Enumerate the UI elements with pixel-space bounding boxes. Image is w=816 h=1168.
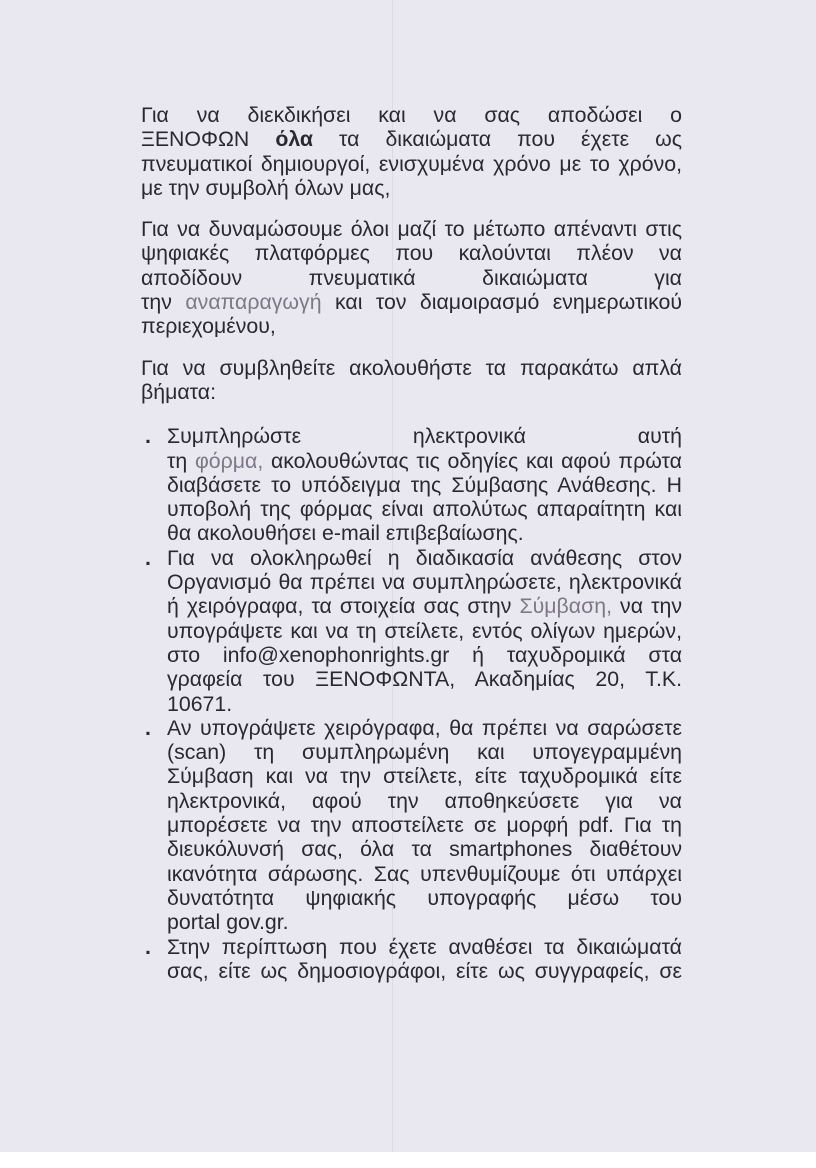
text-line: πνευματικοί δημιουργοί, ενισχυμένα χρόνο με το χρόνο, [141, 151, 682, 176]
text-line: θα ακολουθήσει e-mail επιβεβαίωσης. [167, 521, 524, 546]
text-line: υπογράψετε και να τη στείλετε, εντός ολίγων ημερών, [167, 618, 682, 643]
intro-paragraph-1 [141, 103, 682, 200]
text-line: Για να διεκδικήσει και να σας αποδώσει ο [141, 103, 682, 127]
text-line: διαβάσετε το υπόδειγμα της Σύμβασης Ανάθεσης. Η [167, 472, 682, 497]
emphasis-bold: όλα [275, 127, 313, 152]
text-line: ψηφιακές πλατφόρμες που καλούνται πλέον να [141, 241, 682, 266]
step-item-scan-sign [141, 716, 682, 935]
text-line: Σύμβαση και να την στείλετε, είτε ταχυδρομικά είτε [167, 764, 682, 789]
text-span: και τον διαμοιρασμό ενημερωτικού [321, 290, 682, 315]
step-item-fill-form [141, 424, 682, 545]
form-link[interactable]: φόρμα, [194, 448, 264, 473]
text-span: ή χειρόγραφα, τα στοιχεία σας στην [167, 594, 520, 619]
text-line: με την συμβολή όλων μας, [141, 175, 391, 200]
text-line: διευκόλυνσή σας, όλα τα smartphones διαθέτουν [167, 837, 682, 862]
text-span: την [141, 290, 186, 315]
text-line: ικανότητα σάρωσης. Σας υπενθυμίζουμε ότι υπάρχει [167, 861, 682, 886]
text-line: υποβολή της φόρμας είναι απολύτως απαραίτητη και [167, 497, 682, 522]
text-line: (scan) τη συμπληρωμένη και υπογεγραμμένη [167, 740, 682, 765]
text-line: Στην περίπτωση που έχετε αναθέσει τα δικαιώματά [167, 934, 682, 959]
text-line [141, 290, 682, 314]
text-span: να την [612, 594, 682, 619]
text-line: σας, είτε ως δημοσιογράφοι, είτε ως συγγραφείς, σε [167, 958, 682, 983]
text-line: ηλεκτρονικά, αφού την αποθηκεύσετε για να [167, 788, 682, 813]
text-line: Για να δυναμώσουμε όλοι μαζί το μέτωπο απέναντι στις [141, 217, 682, 242]
text-line: Για να ολοκληρωθεί η διαδικασία ανάθεσης στον [167, 545, 682, 570]
steps-list [141, 424, 682, 983]
text-line: αποδίδουν πνευματικά δικαιώματα για [141, 265, 682, 290]
text-line [167, 594, 682, 618]
text-span: ακολουθώντας τις οδηγίες και αφού πρώτα [263, 448, 682, 473]
text-line [167, 449, 682, 473]
step-item-prior-assignment [141, 935, 682, 984]
text-line: Αν υπογράψετε χειρόγραφα, θα πρέπει να σαρώσετε [167, 715, 682, 740]
bullet-icon: . [145, 424, 151, 449]
text-line: γραφεία του ΞΕΝΟΦΩΝΤΑ, Ακαδημίας 20, Τ.Κ. [167, 667, 682, 692]
text-line: βήματα: [141, 379, 217, 404]
text-line: portal gov.gr. [167, 910, 289, 935]
bullet-icon: . [145, 934, 151, 959]
text-line: μπορέσετε να την αποστείλετε σε μορφή pdf. Για τη [167, 813, 682, 838]
step-item-complete-contract [141, 546, 682, 716]
text-line: Συμπληρώστε ηλεκτρονικά αυτή [167, 424, 682, 449]
text-line: περιεχομένου, [141, 314, 276, 339]
text-line: Για να συμβληθείτε ακολουθήστε τα παρακάτω απλά [141, 355, 682, 380]
bullet-icon: . [145, 545, 151, 570]
reproduction-link[interactable]: αναπαραγωγή [185, 290, 322, 315]
text-span: τα δικαιώματα που έχετε ως [313, 127, 683, 152]
contract-link[interactable]: Σύμβαση, [519, 594, 612, 619]
text-span: ΞΕΝΟΦΩΝ [141, 127, 276, 152]
steps-intro-paragraph [141, 356, 682, 405]
text-line: δυνατότητα ψηφιακής υπογραφής μέσω του [167, 885, 682, 910]
text-line: στο info@xenophonrights.gr ή ταχυδρομικά στα [167, 642, 682, 667]
text-line [141, 127, 682, 151]
intro-paragraph-2 [141, 217, 682, 338]
text-line: Οργανισμό θα πρέπει να συμπληρώσετε, ηλεκτρονικά [167, 570, 682, 595]
bullet-icon: . [145, 715, 151, 740]
document-body [141, 103, 682, 983]
text-line: 10671. [167, 691, 233, 716]
text-span: τη [167, 448, 195, 473]
